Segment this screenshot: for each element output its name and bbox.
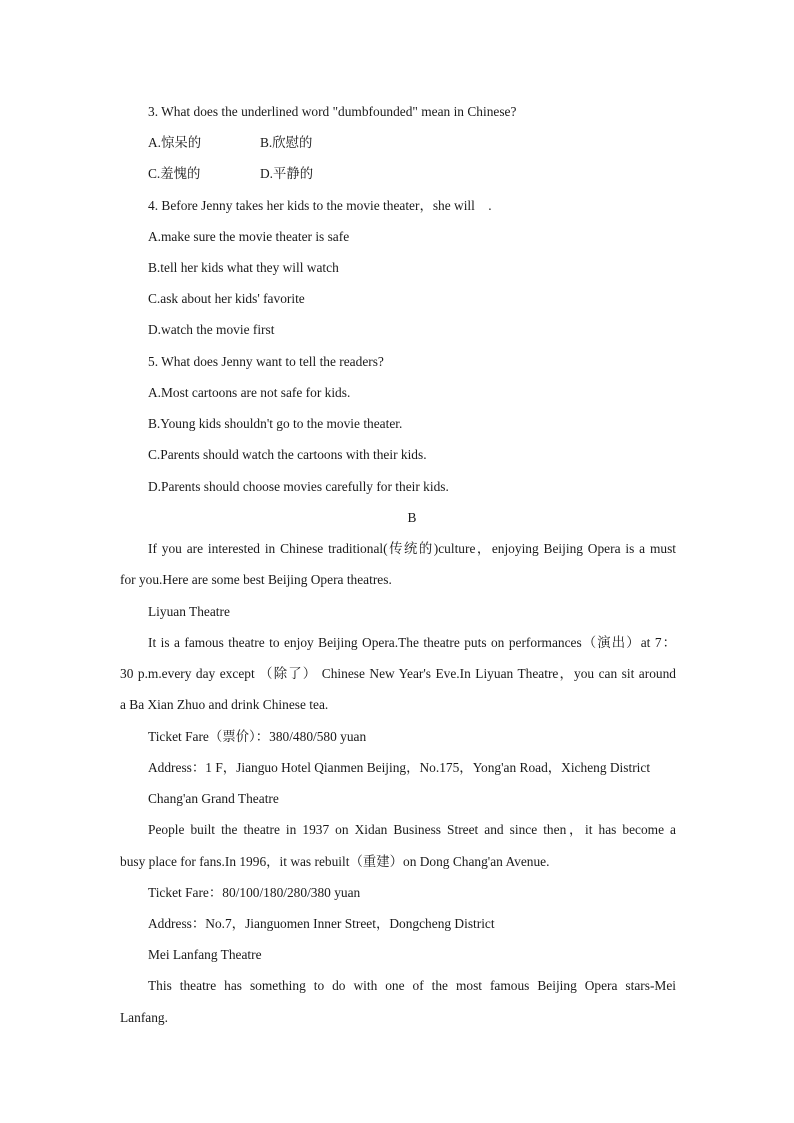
section-b-heading: B: [407, 510, 417, 525]
changan-theatre-title: Chang'an Grand Theatre: [148, 791, 279, 806]
liyuan-theatre-title: Liyuan Theatre: [148, 604, 230, 619]
changan-desc-line-2: busy place for fans.In 1996，it was rebuilt（重建）on Dong Chang'an Avenue.: [120, 854, 550, 869]
changan-address: Address：No.7，Jianguomen Inner Street，Dongcheng District: [148, 916, 495, 931]
section-b-intro-line-2: for you.Here are some best Beijing Opera theatres.: [120, 572, 392, 587]
question-3-text: 3. What does the underlined word "dumbfounded" mean in Chinese?: [148, 104, 517, 119]
question-5-text: 5. What does Jenny want to tell the readers?: [148, 354, 384, 369]
question-3-options-row-2: [148, 165, 314, 183]
changan-ticket-fare: Ticket Fare：80/100/180/280/380 yuan: [148, 885, 361, 900]
question-3-option-b: B.欣慰的: [260, 135, 313, 150]
question-3-options-row-1: [148, 134, 313, 152]
question-3-option-c: C.羞愧的: [148, 166, 201, 181]
question-5-option-d: D.Parents should choose movies carefully for their kids.: [148, 479, 449, 494]
liyuan-address: Address：1 F，Jianguo Hotel Qianmen Beijing，No.175，Yong'an Road，Xicheng District: [148, 760, 651, 775]
meilanfang-theatre-title: Mei Lanfang Theatre: [148, 947, 262, 962]
question-4-option-a: A.make sure the movie theater is safe: [148, 229, 350, 244]
question-3-option-d: D.平静的: [260, 166, 314, 181]
changan-desc-line-1: People built the theatre in 1937 on Xidan Business Street and since then，it has become a: [148, 822, 676, 837]
liyuan-desc-line-3: a Ba Xian Zhuo and drink Chinese tea.: [120, 697, 329, 712]
meilanfang-desc-line-1: This theatre has something to do with one of the most famous Beijing Opera stars-Mei: [148, 978, 676, 993]
question-4-text: 4. Before Jenny takes her kids to the movie theater，she will .: [148, 198, 492, 213]
meilanfang-desc-line-2: Lanfang.: [120, 1010, 168, 1025]
question-4-option-c: C.ask about her kids' favorite: [148, 291, 305, 306]
section-b-intro-line-1: If you are interested in Chinese traditional(传统的)culture，enjoying Beijing Opera is a must: [148, 541, 676, 556]
question-5-option-c: C.Parents should watch the cartoons with their kids.: [148, 447, 427, 462]
liyuan-desc-line-1: It is a famous theatre to enjoy Beijing Opera.The theatre puts on performances（演出）at 7：: [148, 635, 676, 650]
question-4-option-d: D.watch the movie first: [148, 322, 275, 337]
liyuan-desc-line-2: 30 p.m.every day except （除了） Chinese New Year's Eve.In Liyuan Theatre，you can sit around: [120, 666, 676, 681]
question-4-option-b: B.tell her kids what they will watch: [148, 260, 339, 275]
question-5-option-b: B.Young kids shouldn't go to the movie theater.: [148, 416, 403, 431]
liyuan-ticket-fare: Ticket Fare（票价）：380/480/580 yuan: [148, 729, 367, 744]
question-3-option-a: A.惊呆的: [148, 135, 202, 150]
question-5-option-a: A.Most cartoons are not safe for kids.: [148, 385, 351, 400]
